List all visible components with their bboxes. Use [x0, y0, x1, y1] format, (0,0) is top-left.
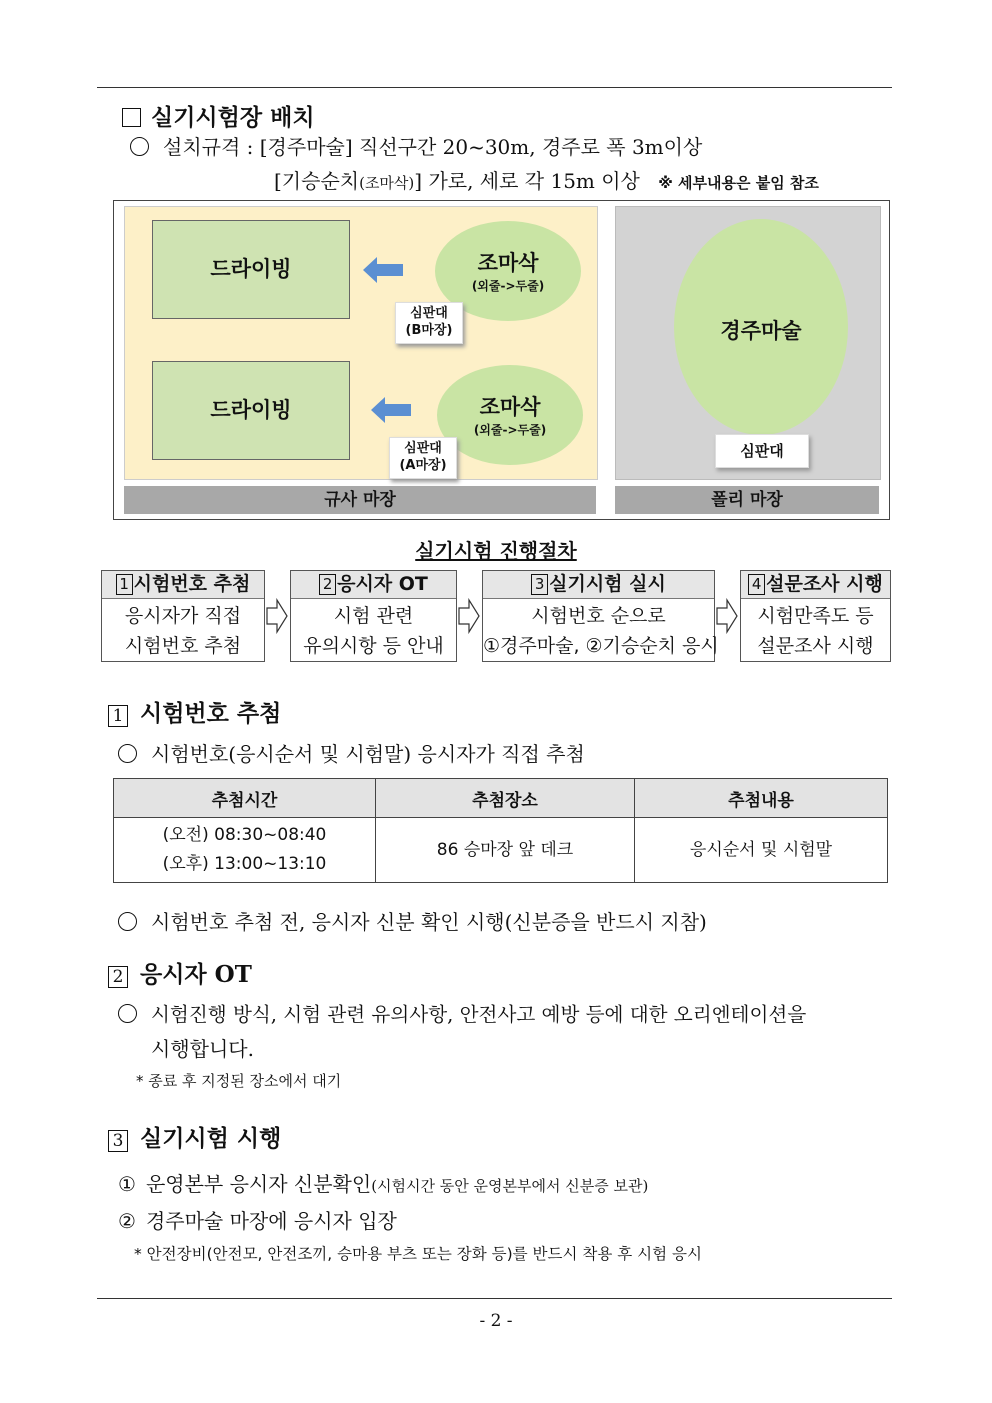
table-header: 추첨시간 — [114, 779, 376, 818]
item-1-small: (시험시간 동안 운영본부에서 신분증 보관) — [371, 1177, 649, 1195]
step-1-box — [101, 570, 265, 662]
lunging-label: 조마삭 — [477, 251, 539, 275]
poly-arena — [615, 206, 881, 480]
flow-arrow-icon — [266, 598, 288, 634]
step-1-num: 1 — [116, 574, 133, 595]
judge-a-label: 심판대 — [404, 441, 442, 456]
flow-arrow-icon — [458, 598, 480, 634]
layout-heading — [122, 99, 315, 132]
step-1-line1: 응시자가 직접 — [124, 605, 242, 627]
item-2-text: 경주마술 마장에 응시자 입장 — [145, 1209, 397, 1233]
section-2-num: 2 — [108, 966, 128, 988]
step-4-line1: 시험만족도 등 — [757, 605, 874, 627]
judge-stand-b — [395, 302, 463, 344]
section-2-title: 응시자 OT — [140, 961, 252, 988]
lottery-table — [113, 778, 888, 883]
flow-arrow-icon — [716, 598, 738, 634]
table-header: 추첨내용 — [635, 779, 888, 818]
race-label: 경주마술 — [720, 319, 802, 343]
section-1-title: 시험번호 추첨 — [140, 700, 282, 727]
table-row — [114, 818, 888, 883]
section-2-note: * 종료 후 지정된 장소에서 대기 — [136, 1072, 342, 1090]
judge-b-sub: (B마장) — [405, 323, 453, 338]
section-2-heading — [108, 956, 252, 989]
poly-arena-label: 폴리 마장 — [615, 486, 879, 514]
judge-stand: 심판대 — [715, 434, 809, 468]
sand-arena — [124, 206, 598, 480]
bottom-rule — [97, 1298, 892, 1299]
item-1-text: 운영본부 응시자 신분확인 — [145, 1172, 372, 1196]
judge-b-label: 심판대 — [410, 306, 448, 321]
circle-bullet-icon — [118, 744, 137, 763]
spec-line-2 — [274, 165, 819, 194]
lunging-sub: (외줄->두줄) — [473, 423, 547, 437]
driving-area-bottom: 드라이빙 — [152, 361, 350, 460]
step-3-line2: ①경주마술, ②기승순치 응시 — [483, 635, 719, 657]
section-3-item-2 — [118, 1205, 397, 1234]
section-1-num: 1 — [108, 705, 128, 727]
spec-text-2-small: (조마삭) — [359, 174, 415, 192]
step-2-line2: 유의시항 등 안내 — [303, 635, 444, 657]
driving-area-top: 드라이빙 — [152, 220, 350, 319]
lunging-ring-bottom — [437, 365, 583, 465]
judge-stand-a — [389, 437, 457, 479]
place-cell: 86 승마장 앞 데크 — [376, 818, 635, 883]
section-3-note: * 안전장비(안전모, 안전조끼, 승마용 부츠 또는 장화 등)를 반드시 착용 후 시험 응시 — [134, 1245, 702, 1263]
step-2-box — [290, 570, 457, 662]
section-1-heading — [108, 695, 281, 728]
spec-text-2a: [기승순치 — [274, 169, 360, 193]
section-3-item-1 — [118, 1168, 648, 1197]
circle-bullet-icon — [130, 137, 149, 156]
step-1-title: 시험번호 추첨 — [133, 573, 251, 595]
spec-text-2b: ] 가로, 세로 각 15m 이상 — [414, 169, 640, 193]
step-2-line1: 시험 관련 — [333, 605, 414, 627]
arena-diagram — [113, 200, 890, 520]
section-3-num: 3 — [108, 1130, 128, 1152]
step-3-line1: 시험번호 순으로 — [531, 605, 666, 627]
step-4-num: 4 — [748, 574, 765, 595]
race-track — [674, 219, 848, 435]
step-2-title: 응시자 OT — [337, 573, 428, 595]
spec-note: ※ 세부내용은 붙임 참조 — [658, 174, 819, 192]
section-1-bullet-2 — [118, 906, 707, 935]
step-4-title: 설문조사 시행 — [766, 573, 883, 595]
step-2-num: 2 — [319, 574, 336, 595]
arrow-left-icon — [363, 257, 403, 283]
procedure-title: 실기시험 진행절차 — [415, 539, 577, 563]
circle-bullet-icon — [118, 1004, 137, 1023]
arrow-left-icon — [371, 397, 411, 423]
section-2-bullet — [118, 998, 806, 1027]
spec-line-1 — [130, 131, 702, 160]
spec-label: 설치규격 : — [163, 135, 254, 159]
item-1-mark: ① — [118, 1172, 136, 1196]
step-3-box — [482, 570, 719, 662]
time-morning: (오전) 08:30~08:40 — [162, 825, 327, 845]
section-2-bullet-text: 시험진행 방식, 시험 관련 유의사항, 안전사고 예방 등에 대한 오리엔테이션을 — [151, 1003, 807, 1026]
section-1-bullet-text: 시험번호(응시순서 및 시험말) 응시자가 직접 추첨 — [151, 742, 585, 766]
step-3-title: 실기시험 실시 — [549, 573, 666, 595]
judge-a-sub: (A마장) — [399, 458, 447, 473]
step-3-num: 3 — [531, 574, 548, 595]
section-3-title: 실기시험 시행 — [140, 1125, 282, 1152]
spec-text-1: [경주마술] 직선구간 20~30m, 경주로 폭 3m이상 — [259, 135, 703, 159]
section-1-bullet — [118, 738, 585, 767]
table-header: 추첨장소 — [376, 779, 635, 818]
lunging-sub: (외줄->두줄) — [471, 279, 545, 293]
time-afternoon: (오후) 13:00~13:10 — [162, 854, 327, 874]
sand-arena-label: 규사 마장 — [124, 486, 596, 514]
time-cell — [114, 818, 376, 883]
lunging-label: 조마삭 — [479, 395, 541, 419]
circle-bullet-icon — [118, 912, 137, 931]
layout-title: 실기시험장 배치 — [151, 104, 315, 131]
step-4-box — [740, 570, 891, 662]
checkbox-square-icon — [122, 108, 141, 127]
section-3-heading — [108, 1120, 281, 1153]
section-1-bullet-2-text: 시험번호 추첨 전, 응시자 신분 확인 시행(신분증을 반드시 지참) — [151, 910, 707, 934]
item-2-mark: ② — [118, 1209, 136, 1233]
page-number: - 2 - — [479, 1311, 513, 1331]
top-rule — [97, 87, 892, 88]
section-2-bullet-cont: 시행합니다. — [151, 1037, 254, 1061]
content-cell: 응시순서 및 시험말 — [635, 818, 888, 883]
step-4-line2: 설문조사 시행 — [757, 635, 874, 657]
step-1-line2: 시험번호 추첨 — [124, 635, 242, 657]
